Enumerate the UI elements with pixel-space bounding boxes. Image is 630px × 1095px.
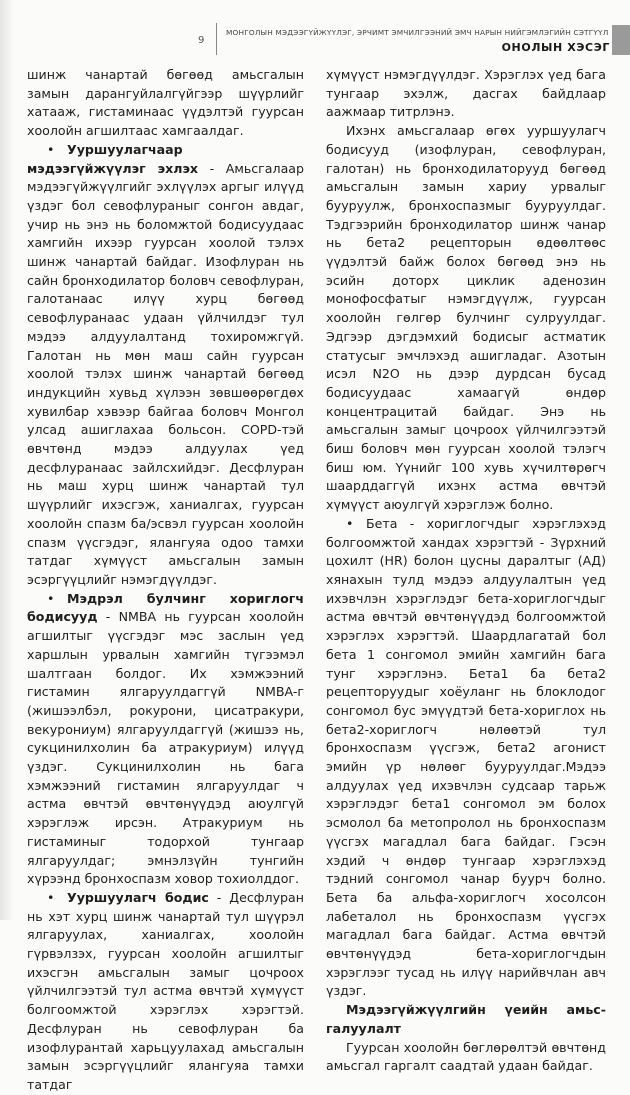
bullet-text: Бета - хориглогчдыг хэрэглэхэд болгоомжтой хандах хэрэгтэй - Зүрхний цохилт (HR) болон цусны даралтыг (АД) хянахын тулд мэдээ алдуулалтын үед ихэвчлэн хэрэглэдэг бета-хориглогчдыг астма өвчтэй өвчтөнүүдэд болгоомжтой хэрэглэх хэрэгтэй. Шаардлагатай бол бета 1 сонгомол эмийн хамгийн бага тунг хэрэглэнэ. Бета1 ба бета2 рецепторуудыг хоёуланг нь блоклодог сонгомол бус эмүүдтэй бета-хориглох нь бета2-хориглогч нөлөөтэй тул бронхоспазм үүсгэж, бета2 агонист эмийн үр нөлөөг бууруулдаг.Мэдээ алдуулах үед ихэвчлэн судсаар тарьж хэрэглэдэг бета1 сонгомол эм болох эсмолол ба метопролол нь бронхоспазм үүсгэх магадлал бага байдаг. Гэсэн хэдий ч өндөр тунгаар хэрэглэхэд тэдний сонгомол чанар буурч болно. Бета ба альфа-хориглогч хосолсон лабеталол нь бронхоспазм үүсгэх магадлал бага байдаг. Астма өвчтэй өвчтөнүүдэд бета-хориглогчдын хэрэглээг тусад нь илүү нарийвчлан авч үздэг. xyxy=(326,515,606,999)
bullet-item xyxy=(27,590,304,889)
paragraph: Гуурсан хоолойн бөглөрөлтэй өвчтөнд амьсгал гаргалт саадтай удаан байдаг. xyxy=(326,1039,606,1074)
header-divider xyxy=(216,23,217,55)
bullet-icon: • xyxy=(47,590,55,606)
bullet-item xyxy=(326,515,606,1001)
paragraph: хүмүүст нэмэгдүүлдэг. Хэрэглэх үед бага тунгаар эхэлж, дасгах байдлаар аажмаар титрлэнэ. xyxy=(326,67,606,120)
bullet-item xyxy=(27,141,304,590)
journal-title: МОНГОЛЫН МЭДЭЭГҮЙЖҮҮЛЭГ, ЭРЧИМТ ЭМЧИЛГЭЭНИЙ ЭМЧ НАРЫН НИЙГЭМЛЭГИЙН СЭТГҮҮЛ xyxy=(226,28,609,37)
section-tab-marker xyxy=(612,25,630,55)
paragraph: Ихэнх амьсгалаар өгөх ууршуулагч бодисууд (изофлуран, севофлуран, галотан) нь бронходилаторууд бөгөөд амьсгалын замын хариу урвалыг бууруулж, бронхоспазмыг бууруулдаг. Тэдгээрийн бронходилатор шинж чанар нь бета2 рецепторын өдөөлтөөс үүдэлтэй байж болох бөгөөд энэ нь эсийн доторх циклик аденозин монофосфатыг нэмэгдүүлж, гуурсан хоолойн гөлгөр булчинг сулруулдаг. Эдгээр дэгдэмхий бодисыг астматик статусыг эмчлэхэд ашигладаг. Азотын исэл N2O нь дээр дурдсан бусад бодисуудаас хамаагүй өндөр концентрацитай байдаг. Энэ нь амьсгалын замыг цочроох үйлчилгээтэй биш боловч мөн гуурсан хоолой тэлэгч биш юм. Үүнийг 100 хувь хүчилтөрөгч шаарддаггүй ихэнх астма өвчтэй хүмүүст аюулгүй хэрэглэж болно. xyxy=(326,123,606,513)
bullet-title: Ууршуулагч бодис xyxy=(67,889,209,905)
paragraph: шинж чанартай бөгөөд амьсгалын замын дарангуйлалгүйгээр шүүрлийг хатааж, гистаминаас үүдэлтэй гуурсан хоолойн агшилтаас хамгаалдаг. xyxy=(27,67,304,139)
section-title: ОНОЛЫН ХЭСЭГ xyxy=(501,41,610,54)
bullet-icon: • xyxy=(346,515,354,531)
page-header xyxy=(0,0,630,62)
left-column xyxy=(27,66,304,1095)
page-gutter-shadow xyxy=(0,0,14,920)
bullet-icon: • xyxy=(47,889,55,905)
bullet-icon: • xyxy=(47,141,55,157)
bullet-text: - NMBA нь гуурсан хоолойн агшилтыг үүсгэдэг мэс заслын үед харшлын урвалын хамгийн түгээмэл шалтгаан болдог. Их хэмжээний гистамин ялгаруулдаггүй NMBA-г (жишээлбэл, рокурони, цисатракури, векурониум) ялгаруулдаггүй (жишээ нь, сукцинилхолин ба атракуриум) илүүд үздэг. Сукцинилхолин нь бага хэмжээний гистамин ялгаруулдаг ч астма өвчтэй өвчтөнүүдэд аюулгүй хэрэглэж ирсэн. Атракуриум нь гистаминыг тодорхой тунгаар ялгаруулдаг; эмнэлзүйн тунгийн хүрээнд бронхоспазм ховор тохиолддог. xyxy=(27,609,304,887)
bullet-text: - Десфлуран нь хэт хурц шинж чанартай тул шүүрэл ялгаруулах, ханиалгах, хоолойн гүрвэлзэх, гуурсан хоолойн агшилтыг ихэсгэн амьсгалын замыг цочроох үйлчилгээтэй тул астма өвчтэй хүмүүст болгоомжтой хэрэглэх хэрэгтэй. Десфлуран нь севофлуран ба изофлурантай харьцуулахад амьсгалын замын эсэргүүцлийг ялангуяа тамхи татдаг xyxy=(27,889,305,1092)
page-number: 9 xyxy=(198,35,205,46)
section-heading: Мэдээгүйжүүлгийн үеийн амьс-галуулалт xyxy=(326,1002,606,1036)
bullet-title: Мэдрэл булчинг хориглогч бодисууд xyxy=(27,590,304,625)
bullet-text: - Амьсгалаар мэдээгүйжүүлгийг эхлүүлэх аргыг илүүд үздэг бол севофлураныг сонгон авдаг, учир нь энэ нь боломжтой бодисуудаас хамгийн ихээр гуурсан хоолой тэлэх шинж чанартай байдаг. Изофлуран нь сайн бронходилатор боловч севофлуран, галотанаас илүү хурц бөгөөд севофлуранаас удаан үйлчилдэг тул мэдээ алдуулалтанд тохиромжгүй. Галотан нь мөн маш сайн гуурсан хоолой тэлэх шинж чанартай бөгөөд индукцийн хувьд хүлээн зөвшөөрөгдөх хувилбар хэвээр байгаа боловч Монгол улсад ашиглахаа больсон. COPD-тэй өвчтөнд мэдээ алдуулах үед десфлуранаас зайлсхийдэг. Десфлуран нь маш хурц шинж чанартай тул шүүрлийг ихэсгэж, ханиалгах, гуурсан хоолойн спазм ба/эсвэл гуурсан хоолойн спазм үүсгэдэг, ялангуяа одоо тамхи татдаг хүмүүст амьсгалын замын эсэргүүцлийг нэмэгдүүлдэг. xyxy=(27,160,304,587)
bullet-title: Ууршуулагчаар мэдээгүйжүүлэг эхлэх xyxy=(27,141,199,176)
right-column xyxy=(326,66,606,1076)
